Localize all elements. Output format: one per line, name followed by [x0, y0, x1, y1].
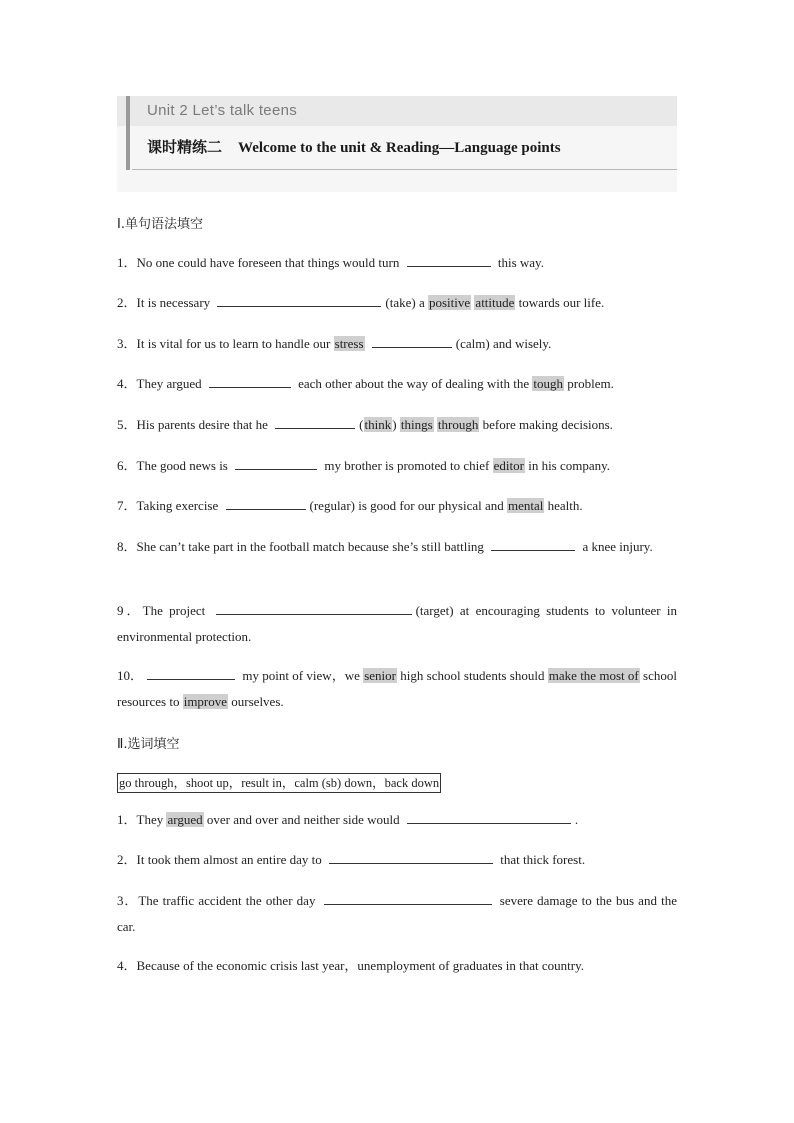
s1-question-1: 1．No one could have foreseen that things would turn this way.	[117, 250, 677, 276]
lesson-title	[147, 136, 561, 157]
s1-question-9: 9．The project (target) at encouraging students to volunteer in environmental protection.	[117, 598, 677, 650]
word-bank-box: go through，shoot up，result in，calm (sb) down，back down	[117, 773, 441, 793]
answer-blank[interactable]	[216, 600, 412, 615]
highlight-word: editor	[493, 458, 524, 473]
unit-title: Unit 2 Let’s talk teens	[147, 102, 298, 119]
answer-blank[interactable]	[235, 455, 317, 470]
s1-question-4: 4．They argued each other about the way of dealing with the tough problem.	[117, 371, 677, 397]
s2-question-4: 4．Because of the economic crisis last year，unemployment of graduates in that country.	[117, 958, 585, 973]
s2-question-1: 1．They argued over and over and neither side would .	[117, 807, 677, 833]
header-accent-bar	[126, 96, 130, 170]
answer-blank[interactable]	[372, 333, 452, 348]
answer-blank[interactable]	[407, 809, 571, 824]
answer-blank[interactable]	[209, 373, 291, 388]
lesson-title-cn: 课时精练二	[147, 138, 223, 156]
highlight-word: stress	[334, 336, 364, 351]
answer-blank[interactable]	[217, 292, 381, 307]
highlight-word: through	[437, 417, 479, 432]
highlight-word: attitude	[475, 295, 515, 310]
s1-question-5: 5．His parents desire that he (think) things through before making decisions.	[117, 412, 677, 438]
section-1-title: Ⅰ.单句语法填空	[117, 217, 203, 232]
s1-question-2: 2．It is necessary (take) a positive attitude towards our life.	[117, 290, 677, 316]
s2-question-3: 3．The traffic accident the other day severe damage to the bus and the car.	[117, 888, 677, 940]
s1-question-3: 3．It is vital for us to learn to handle our stress (calm) and wisely.	[117, 331, 677, 357]
highlight-word: mental	[508, 498, 544, 513]
highlight-word: think	[364, 417, 392, 432]
s1-question-6: 6．The good news is my brother is promoted to chief editor in his company.	[117, 453, 677, 479]
s2-question-2: 2．It took them almost an entire day to that thick forest.	[117, 847, 677, 873]
section-2-title: Ⅱ.选词填空	[117, 737, 180, 752]
answer-blank[interactable]	[324, 890, 492, 905]
answer-blank[interactable]	[226, 495, 306, 510]
answer-blank[interactable]	[147, 665, 235, 680]
highlight-word: tough	[533, 376, 564, 391]
answer-blank[interactable]	[407, 252, 491, 267]
highlight-word: senior	[364, 668, 396, 683]
answer-blank[interactable]	[275, 414, 355, 429]
answer-blank[interactable]	[329, 849, 493, 864]
highlight-word: argued	[167, 812, 203, 827]
highlight-word: improve	[183, 694, 228, 709]
header-divider	[132, 169, 677, 170]
s1-question-7: 7．Taking exercise (regular) is good for our physical and mental health.	[117, 493, 677, 519]
answer-blank[interactable]	[491, 536, 575, 551]
s1-question-8: 8．She can’t take part in the football match because she’s still battling a knee injury.	[117, 534, 677, 560]
highlight-word: things	[400, 417, 433, 432]
highlight-word: make the most of	[548, 668, 639, 683]
s1-question-10: 10． my point of view，we senior high school students should make the most of school resources to improve ourselves.	[117, 663, 677, 715]
highlight-word: positive	[429, 295, 471, 310]
lesson-title-en: Welcome to the unit & Reading—Language points	[238, 140, 561, 156]
